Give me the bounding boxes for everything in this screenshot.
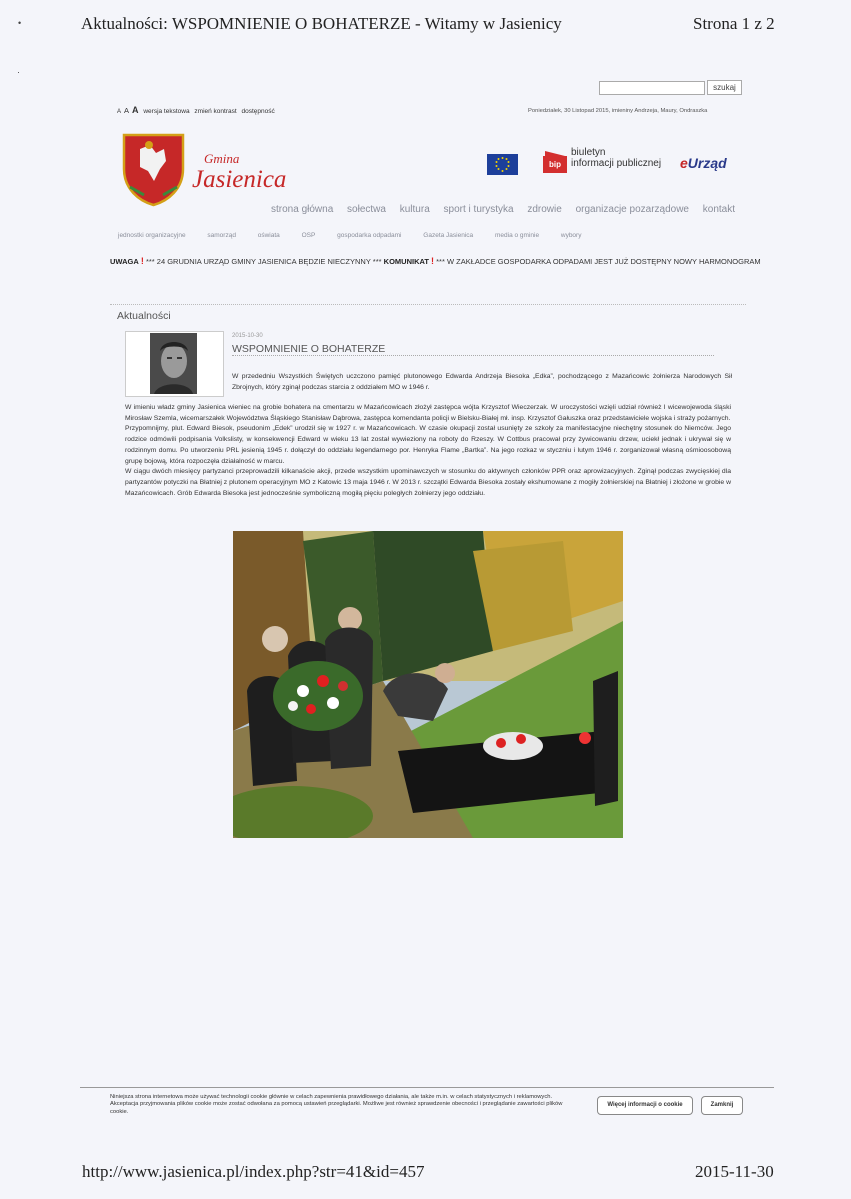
ticker-label-uwaga: UWAGA — [110, 257, 139, 266]
cookie-notice: Niniejsza strona internetowa może używać technologii cookie głównie w celach zapewnienia prawidłowego działania, ale także m.in. w celach statystycznych i reklamowych. Akceptacja przyjmowania plików cookie może zostać odwołana za pomocą ustawień przeglądarki. Możliwe jest również sprawdzenie obecności i przeglądanie zawartości plików cookie. — [110, 1094, 563, 1115]
sub-navigation — [118, 232, 601, 239]
print-footer-url: http://www.jasienica.pl/index.php?str=41&id=457 — [82, 1162, 425, 1181]
subnav-item-gazette[interactable]: Gazeta Jasienica — [423, 232, 474, 239]
eurzad-e: e — [680, 155, 688, 171]
eurzad-link[interactable] — [680, 155, 727, 171]
font-size-medium-button[interactable]: A — [124, 106, 130, 115]
portrait-photo — [150, 333, 197, 394]
article-paragraph: Przypomnijmy, plut. Edward Biesok, pseudonim „Edek” urodził się w 1927 r. w Mazańcowicach. W czasie okupacji został usunięty ze szkoły za manifestacyjne niechętny stosunek do Niemców. Jego rodzice odmówili podpisania Volkslisty, w konsekwencji Edward w wieku 13 lat został wywieziony na roboty do Rzeszy. W Cottbus pracował przy żywicowaniu drzew, uciekł jednak i ukrywał się w rodzinnym domu. Po utworzeniu PRL jesienią 1945 r. dołączył do oddziału legendarnego por. Henryka Flame „Bartka”. Na jego rozkaz w styczniu i lutym 1946 r. zorganizował własną ośmioosobową grupę bojową, która rozpoczęła działalność w marcu. — [125, 425, 731, 465]
bip-line-1: biuletyn — [571, 147, 606, 158]
ticker-text-2: *** W ZAKŁADCE GOSPODARKA ODPADAMI JEST JUŻ DOSTĘPNY NOWY HARMONOGRAM — [436, 257, 761, 266]
divider — [110, 304, 746, 305]
print-page-number: Strona 1 z 2 — [693, 14, 775, 33]
ticker-text-1: *** 24 GRUDNIA URZĄD GMINY JASIENICA BĘDZIE NIECZYNNY *** — [145, 257, 382, 266]
subnav-item-elections[interactable]: wybory — [560, 232, 582, 239]
subnav-item-units[interactable]: jednostki organizacyjne — [118, 232, 186, 239]
text-version-link[interactable]: wersja tekstowa — [143, 108, 190, 115]
coat-of-arms-logo[interactable] — [120, 131, 187, 207]
nav-item-culture[interactable]: kultura — [399, 204, 430, 215]
cookie-more-info-button[interactable]: Więcej informacji o cookie — [597, 1096, 693, 1115]
print-footer-date: 2015-11-30 — [695, 1162, 774, 1181]
logo-text-gmina: Gmina — [204, 151, 240, 166]
eu-flag-icon[interactable] — [487, 154, 518, 175]
ceremony-photo[interactable] — [233, 531, 623, 838]
main-navigation — [271, 204, 746, 215]
bip-line-2: informacji publicznej — [571, 158, 662, 169]
cookie-close-button[interactable]: Zamknij — [701, 1096, 743, 1115]
news-ticker[interactable] — [110, 256, 776, 266]
nav-item-contact[interactable]: kontakt — [702, 204, 736, 215]
date-nameday-line: Poniedziałek, 30 Listopad 2015, imieniny Andrzeja, Maury, Ondraszka — [528, 108, 708, 114]
scan-mark: · — [17, 67, 20, 77]
article-paragraph: W ciągu dwóch miesięcy partyzanci przeprowadzili kilkanaście akcji, przede wszystkim upominawczych w stosunku do aktywnych członków PPR oraz aprowizacyjnych. Zginął podczas zwycięskiej dla partyzantów potyczki na Błatniej z plutonem operacyjnym MO z Katowic 13 maja 1946 r. W 2013 r. szczątki Edwarda Biesoka zostały ekshumowane z mogiły żołnierskiej na Błatniej i złożone w grobie w Mazańcowicach. Grób Edwarda Biesoka jest jednocześnie symboliczną mogiłą pięciu poległych żołnierzy jego oddziału. — [125, 468, 731, 497]
title-underline — [232, 355, 714, 356]
nav-item-health[interactable]: zdrowie — [527, 204, 562, 215]
subnav-item-osp[interactable]: OSP — [301, 232, 316, 239]
ticker-label-komunikat: KOMUNIKAT — [383, 257, 429, 266]
print-title: Aktualności: WSPOMNIENIE O BOHATERZE - Witamy w Jasienicy — [81, 14, 562, 33]
search-input[interactable] — [599, 81, 705, 95]
logo-text-jasienica: Jasienica — [192, 166, 287, 193]
nav-item-home[interactable]: strona główna — [271, 204, 334, 215]
contrast-link[interactable]: zmień kontrast — [194, 108, 237, 115]
nav-item-sport-tourism[interactable]: sport i turystyka — [443, 204, 514, 215]
subnav-item-education[interactable]: oświata — [257, 232, 280, 239]
article-body — [125, 403, 731, 499]
exclamation-icon: ! — [140, 256, 144, 266]
cookie-divider — [80, 1087, 774, 1088]
font-size-small-button[interactable]: A — [117, 109, 122, 115]
scan-mark: • — [18, 18, 22, 28]
bip-link[interactable] — [571, 147, 661, 169]
article-paragraph: W imieniu władz gminy Jasienica wieniec na grobie bohatera na cmentarzu w Mazańcowicach złożył zastępca wójta Krzysztof Wieczerzak. W uroczystości wzięli udział również I wicewojewoda śląski Mirosław Szemla, wicemarszałek Województwa Śląskiego Stanisław Dąbrowa, zastępca komendanta policji w Bielsku-Białej mł. insp. Krzysztof Gałuszka oraz przedstawiciele wojska i straży pożarnych. — [125, 404, 731, 422]
search-button[interactable]: szukaj — [707, 80, 742, 95]
accessibility-bar — [117, 105, 278, 115]
article-title[interactable]: WSPOMNIENIE O BOHATERZE — [232, 343, 386, 355]
section-title: Aktualności — [117, 310, 171, 322]
article-intro: W przededniu Wszystkich Świętych uczczono pamięć plutonowego Edwarda Andrzeja Biesoka „Edka”, pochodzącego z Mazańcowic żołnierza Narodowych Sił Zbrojnych, który zginął podczas starcia z oddziałem MO w 1946 r. — [232, 373, 732, 391]
subnav-item-government[interactable]: samorząd — [207, 232, 236, 239]
accessibility-link[interactable]: dostępność — [241, 108, 275, 115]
font-size-large-button[interactable]: A — [132, 105, 139, 115]
article-date: 2015-10-30 — [232, 333, 263, 339]
bip-logo-icon[interactable] — [543, 147, 567, 173]
bip-logo-label: bip — [549, 160, 561, 169]
nav-item-ngo[interactable]: organizacje pozarządowe — [575, 204, 689, 215]
nav-item-solectwa[interactable]: sołectwa — [347, 204, 386, 215]
eurzad-text: Urząd — [687, 155, 727, 171]
subnav-item-waste[interactable]: gospodarka odpadami — [337, 232, 402, 239]
subnav-item-media[interactable]: media o gminie — [494, 232, 540, 239]
exclamation-icon: ! — [431, 256, 435, 266]
